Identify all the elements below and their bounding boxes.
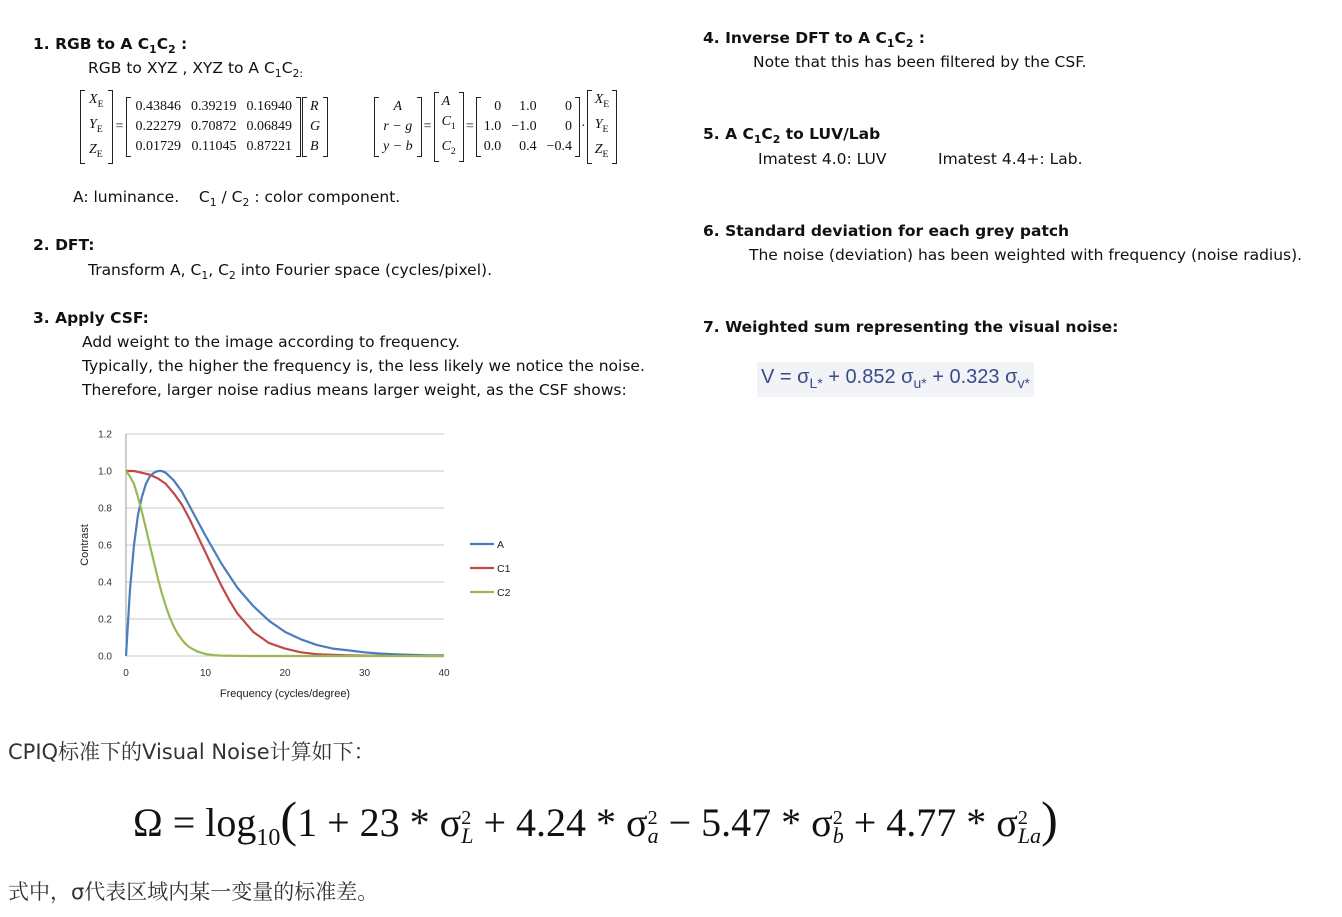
section-4-text: Note that this has been filtered by the CSF. [753,53,1087,71]
y-axis-label: Contrast [79,524,91,566]
legend-label-c1: C1 [497,563,511,575]
m1-cell: 0.39219 [190,99,237,115]
y-tick-label: 0.2 [98,614,112,626]
m1-cell: 0.16940 [246,99,292,115]
section-3-line-2: Typically, the higher the frequency is, the less likely we notice the noise. [82,357,645,375]
y-tick-label: 0.6 [98,540,112,552]
m1-vec-cell: B [309,139,319,155]
m2-cell: 0.4 [519,139,537,155]
x-axis-label: Frequency (cycles/degree) [219,688,351,700]
lhs-vector-xyz: $X_E$ $Y_E$ $Z_E$ [80,90,113,164]
m1-vec-cell: G [309,119,321,135]
m1-cell: 0.22279 [135,119,181,135]
m2-cell: 1.0 [483,119,502,135]
section-1-title: 1. RGB to A $C_1C_2$ : [33,35,188,57]
cpiq-formula: $\Omega = \log_{10}(1 + 23 * \sigma$ 2 L + 4.24 * σ 2 a − 5.47 * σ 2 b + 4.77 * σ 2 La ) [133,791,1058,851]
section-7-title: 7. Weighted sum representing the visual noise: [703,318,1119,336]
m1-cell: 0.70872 [190,119,237,135]
m2-lhs-cell: r − g [383,119,413,135]
section-1-note: A: luminance. $C_1 / C_2$ : color component. [73,188,401,210]
matrix-equation-ac1c2: A r − g y − b = A $C_1$ $C_2$ = 0 1.0 0 1.0 −1.0 0 0.0 0.4 −0.4 · $X_E$ $Y_E$ $Z_E$ [374,90,617,164]
m1-cell: 0.87221 [246,139,292,155]
rhs-vector-rgb [302,97,328,157]
section-4-title: 4. Inverse DFT to A $C_1C_2$ : [703,29,926,51]
section-3-line-3: Therefore, larger noise radius means larger weight, as the CSF shows: [82,381,627,399]
section-6-title: 6. Standard deviation for each grey patch [703,222,1070,240]
section-6-text: The noise (deviation) has been weighted with frequency (noise radius). [749,246,1303,264]
rhs-vector-xyz: $X_E$ $Y_E$ $Z_E$ [587,90,618,164]
y-tick-label: 0.4 [98,577,112,589]
cpiq-note-text: 式中，σ代表区域内某一变量的标准差。 [8,880,379,904]
m2-cell: 0 [565,119,573,135]
m2-cell: 0 [565,99,573,115]
x-tick-label: 30 [358,668,371,679]
m2-lhs-cell: A [393,99,403,115]
matrix-equation-xyz: $X_E$ $Y_E$ $Z_E$ = 0.43846 0.39219 0.16940 0.22279 0.70872 0.06849 0.01729 0.11045 0.87221 R G B [80,90,329,164]
xyz-to-ac1c2-matrix [476,97,580,157]
rgb-to-xyz-matrix [126,97,301,157]
section-2-text: Transform A, $C_1$, $C_2$ into Fourier space (cycles/pixel). [88,261,493,283]
section-3-title: 3. Apply CSF: [33,309,149,327]
section-3-line-1: Add weight to the image according to frequency. [82,333,460,351]
x-tick-label: 20 [279,668,291,679]
m1-cell: 0.06849 [246,119,292,135]
y-tick-label: 0.8 [98,503,112,515]
y-tick-label: 1.0 [98,466,112,478]
m2-cell: −1.0 [511,119,537,135]
visual-noise-formula: $V = \sigma_{L*} + 0.852$ $\sigma_{u*} + 0.323$ $\sigma_{v*}$ [757,362,1034,397]
y-tick-label: 0.0 [98,651,112,663]
csf-chart [70,420,530,710]
section-1-text: RGB to XYZ , XYZ to A $C_1C_{2:}$ [88,59,304,81]
x-tick-label: 0 [123,668,129,679]
m2-cell: 0 [494,99,502,115]
x-tick-label: 40 [438,668,450,679]
legend-label-c2: C2 [497,587,511,599]
section-2-title: 2. DFT: [33,236,95,254]
m2-lhs-cell: y − b [383,139,413,155]
cpiq-intro-text: CPIQ标准下的Visual Noise计算如下： [8,740,375,764]
legend-label-a: A [497,539,505,551]
m1-cell: 0.01729 [135,139,181,155]
m2-cell: 1.0 [519,99,537,115]
x-tick-label: 10 [199,668,212,679]
section-5-text-b: Imatest 4.4+: Lab. [938,150,1083,168]
m2-cell: −0.4 [546,139,573,155]
lhs-vector-opponent [374,97,422,157]
m1-cell: 0.43846 [135,99,181,115]
m1-vec-cell: R [309,99,319,115]
m1-cell: 0.11045 [191,139,237,155]
section-5-text-a: Imatest 4.0: LUV [758,150,887,168]
series-line-c2 [126,471,444,656]
y-tick-label: 1.2 [98,429,112,441]
mid-vector-ac1c2: A $C_1$ $C_2$ [434,92,464,162]
section-5-title: 5. A $C_1C_2$ to LUV/Lab [703,125,881,147]
m2-cell: 0.0 [483,139,502,155]
